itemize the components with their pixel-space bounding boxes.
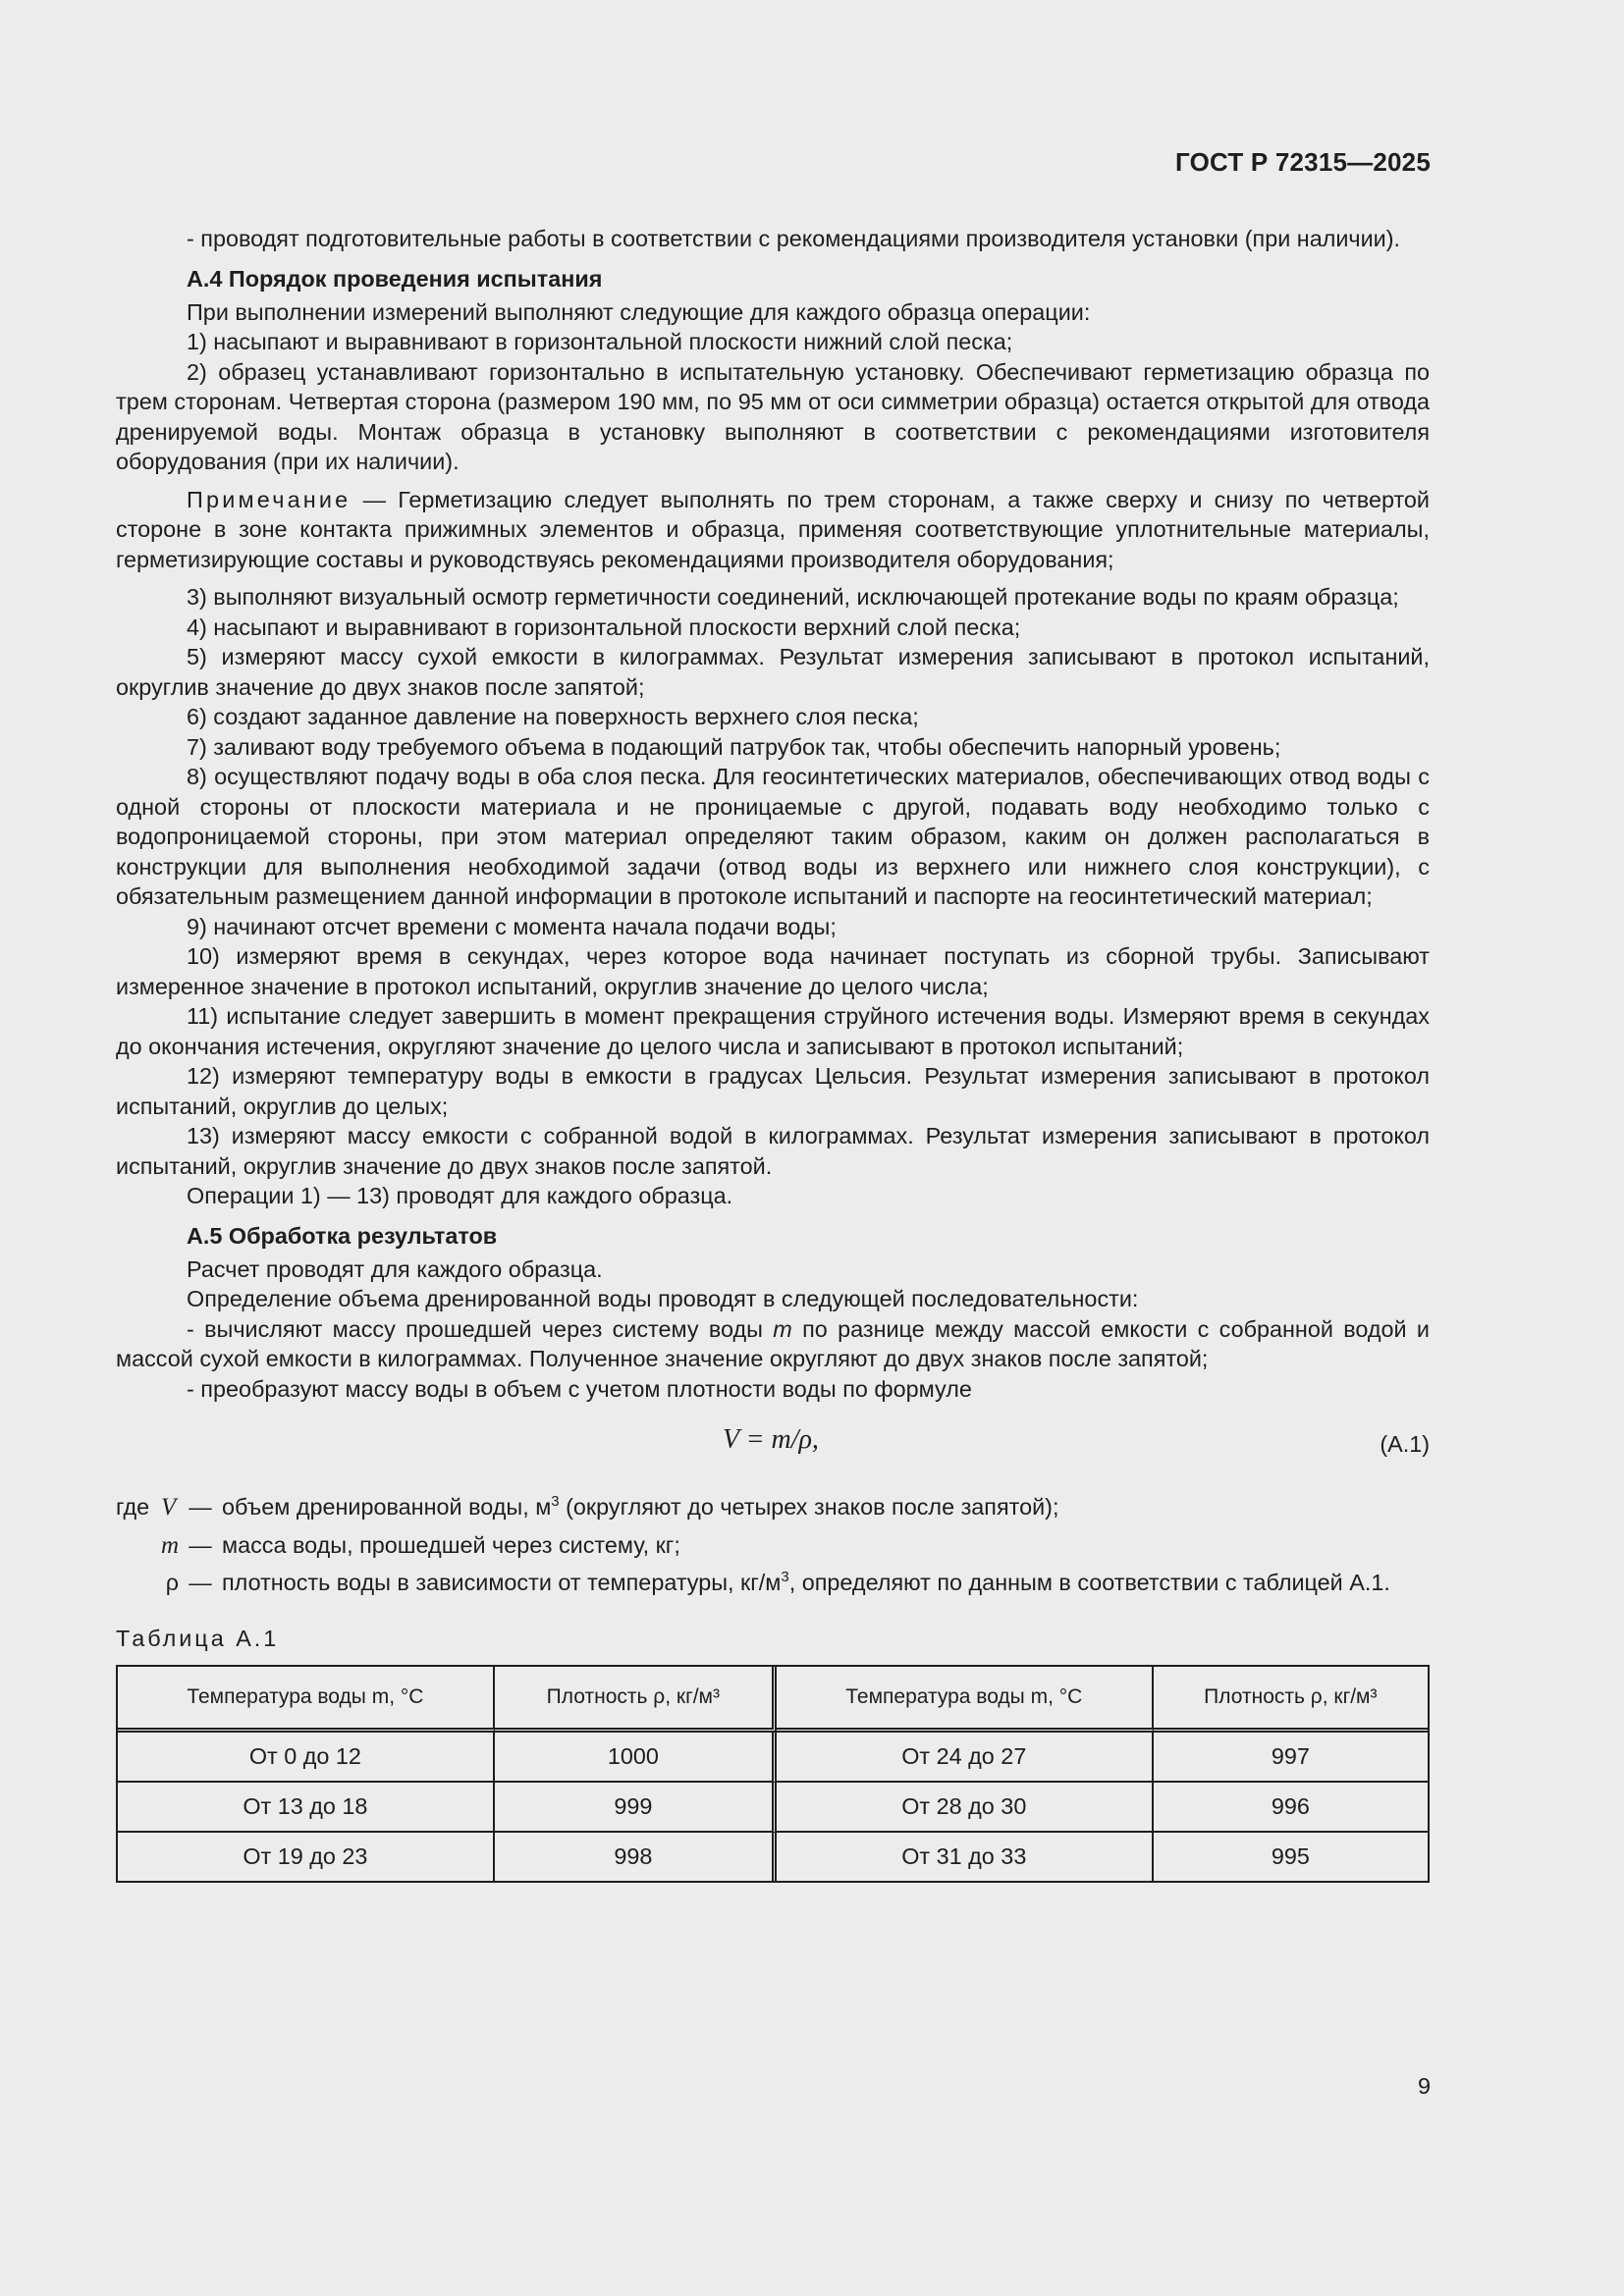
- definition-v: [116, 1492, 1430, 1523]
- table-cell: От 28 до 30: [777, 1783, 1154, 1833]
- note-label: Примечание: [187, 486, 352, 512]
- definition-text: плотность воды в зависимости от температуры, $кг/м^3$, определяют по данным в соответствии с таблицей А.1.: [222, 1569, 1390, 1595]
- definition-dash: —: [189, 1494, 212, 1520]
- table-cell: 998: [495, 1833, 777, 1881]
- section-a5-title: А.5 Обработка результатов: [187, 1222, 498, 1249]
- table-header-cell: Плотность ρ, кг/м³: [495, 1667, 777, 1733]
- table-header-row: [118, 1667, 1428, 1733]
- where-word: где: [116, 1494, 150, 1520]
- section-a4-title: А.4 Порядок проведения испытания: [187, 265, 603, 292]
- definition-text: масса воды, прошедшей через систему, кг;: [222, 1531, 680, 1558]
- step-5: 5) измеряют массу сухой емкости в килограммах. Результат измерения записывают в протокол испытаний, округлив значение до двух знаков после запятой;: [116, 644, 1430, 700]
- formula-number: (А.1): [1380, 1431, 1430, 1457]
- document-code: ГОСТ Р 72315—2025: [1175, 147, 1431, 177]
- document-body: [116, 224, 1430, 1883]
- table-cell: 999: [495, 1783, 777, 1833]
- operations-closing: Операции 1) — 13) проводят для каждого образца.: [187, 1183, 733, 1208]
- formula-a1: [116, 1425, 1430, 1468]
- step-4: 4) насыпают и выравнивают в горизонтальной плоскости верхний слой песка;: [187, 614, 1021, 640]
- table-header-cell: Плотность ρ, кг/м³: [1154, 1667, 1428, 1733]
- table-cell: От 31 до 33: [777, 1833, 1154, 1881]
- table-caption: Таблица А.1: [116, 1625, 280, 1651]
- section-a5-p4: - преобразуют массу воды в объем с учетом плотности воды по формуле: [187, 1375, 972, 1402]
- definition-rho: [116, 1568, 1430, 1598]
- table-cell: 996: [1154, 1783, 1428, 1833]
- step-1: 1) насыпают и выравнивают в горизонтальной плоскости нижний слой песка;: [187, 329, 1013, 354]
- formula-expression: V = m/ρ,: [723, 1424, 819, 1455]
- step-10: 10) измеряют время в секундах, через которое вода начинает поступать из сборной трубы. Записывают измеренное значение в протокол испытаний, округлив значение до целого числа;: [116, 943, 1430, 999]
- table-row: [118, 1833, 1428, 1881]
- note-text: — Герметизацию следует выполнять по трем сторонам, а также сверху и снизу по четвертой стороне в зоне контакта прижимных элементов и образца, применяя соответствующие уплотнительные материалы, герметизирующие составы и руководствуясь рекомендациями производителя оборудования;: [116, 486, 1430, 572]
- table-cell: От 24 до 27: [777, 1733, 1154, 1783]
- page-number: 9: [1417, 2073, 1431, 2099]
- table-cell: 997: [1154, 1733, 1428, 1783]
- definition-dash: —: [189, 1570, 212, 1595]
- definitions: [116, 1492, 1430, 1598]
- table-cell: От 0 до 12: [118, 1733, 495, 1783]
- definition-symbol: ρ: [165, 1570, 179, 1595]
- definition-dash: —: [189, 1531, 212, 1558]
- definition-m: [116, 1530, 1430, 1562]
- definition-text: объем дренированной воды, $м^3$ (округляют до четырех знаков после запятой);: [222, 1493, 1059, 1520]
- step-3: 3) выполняют визуальный осмотр герметичности соединений, исключающей протекание воды по краям образца;: [187, 584, 1399, 610]
- table-header-cell: Температура воды m, °C: [777, 1667, 1154, 1733]
- p3-before: - вычисляют массу прошедшей через систему воды: [187, 1315, 774, 1342]
- note: [116, 485, 1430, 575]
- table-header-cell: Температура воды m, °C: [118, 1667, 495, 1733]
- p3-after: по разнице между массой емкости с собранной водой и массой сухой емкости в килограммах. Полученное значение округляют до двух знаков после запятой;: [116, 1315, 1430, 1371]
- step-8: 8) осуществляют подачу воды в оба слоя песка. Для геосинтетических материалов, обеспечивающих отвод воды с одной стороны от плоскости материала и не проницаемые с другой, подавать воду необходимо только с водопроницаемой стороны, при этом материал определяют таким образом, каким он должен располагаться в конструкции для выполнения необходимой задачи (отвод воды из верхнего или нижнего слоя конструкции), с обязательным размещением данной информации в протоколе испытаний и паспорте на геосинтетический материал;: [116, 764, 1430, 909]
- table-cell: От 13 до 18: [118, 1783, 495, 1833]
- step-7: 7) заливают воду требуемого объема в подающий патрубок так, чтобы обеспечить напорный уровень;: [187, 733, 1281, 760]
- table-row: [118, 1783, 1428, 1833]
- step-6: 6) создают заданное давление на поверхность верхнего слоя песка;: [187, 704, 919, 729]
- table-cell: 995: [1271, 1843, 1310, 1870]
- step-11: 11) испытание следует завершить в момент прекращения струйного истечения воды. Измеряют время в секундах до окончания истечения, округляют значение до целого числа и записывают в протокол испытаний;: [116, 1003, 1430, 1059]
- step-9: 9) начинают отсчет времени с момента начала подачи воды;: [187, 913, 837, 939]
- table-row: [118, 1733, 1428, 1783]
- mass-variable: m: [773, 1315, 792, 1342]
- table-cell: 1000: [495, 1733, 777, 1783]
- section-a5-p3: [116, 1314, 1430, 1374]
- section-a5-p1: Расчет проводят для каждого образца.: [187, 1255, 603, 1282]
- density-table: [116, 1665, 1430, 1883]
- step-2: 2) образец устанавливают горизонтально в испытательную установку. Обеспечивают герметизацию образца по трем сторонам. Четвертая сторона (размером 190 мм, по 95 мм от оси симметрии образца) остается открытой для отвода дренируемой воды. Монтаж образца в установку выполняют в соответствии с рекомендациями изготовителя оборудования (при их наличии).: [116, 358, 1430, 474]
- step-13: 13) измеряют массу емкости с собранной водой в килограммах. Результат измерения записывают в протокол испытаний, округлив значение до двух знаков после запятой.: [116, 1123, 1430, 1179]
- definition-symbol: V: [161, 1494, 177, 1521]
- section-a5-p2: Определение объема дренированной воды проводят в следующей последовательности:: [187, 1286, 1139, 1311]
- table-cell: От 19 до 23: [118, 1833, 495, 1881]
- definition-symbol: m: [160, 1531, 179, 1559]
- section-a4-lead: При выполнении измерений выполняют следующие для каждого образца операции:: [187, 298, 1091, 325]
- step-12: 12) измеряют температуру воды в емкости в градусах Цельсия. Результат измерения записывают в протокол испытаний, округлив до целых;: [116, 1063, 1430, 1119]
- intro-line: - проводят подготовительные работы в соответствии с рекомендациями производителя установки (при наличии).: [187, 226, 1401, 251]
